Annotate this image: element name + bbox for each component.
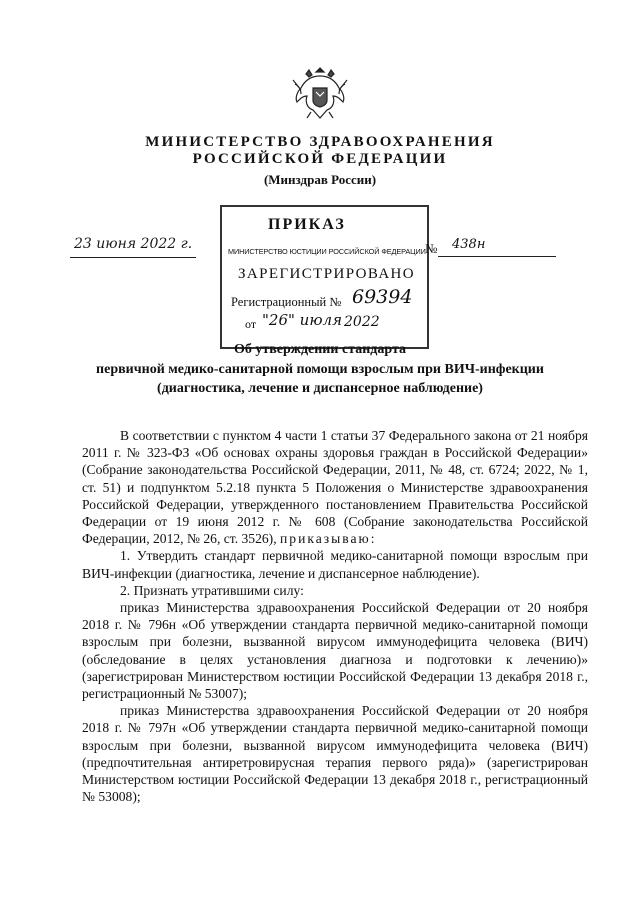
order-date: 23 июня 2022 г.	[74, 236, 193, 252]
paragraph-item-2: 2. Признать утратившими силу:	[120, 582, 304, 598]
date-underline	[70, 257, 196, 258]
stamp-registration-label: Регистрационный №	[231, 295, 342, 309]
stamp-year: 2022	[344, 314, 380, 330]
document-body	[82, 427, 588, 805]
coat-of-arms-icon	[291, 62, 349, 124]
stamp-from-label: от	[245, 317, 257, 331]
order-heading: ПРИКАЗ	[268, 216, 346, 233]
title-line3: (диагностика, лечение и диспансерное наблюдение)	[157, 381, 483, 396]
ministry-name-line2: РОССИЙСКОЙ ФЕДЕРАЦИИ	[192, 151, 448, 167]
number-underline	[438, 256, 556, 257]
paragraph-repealed-797n: приказ Министерства здравоохранения Российской Федерации от 20 ноября 2018 г. № 797н «Об утверждении стандарта первичной медико-санитарной помощи взрослым при болезни, вызванной вирусом иммунодефицита человека (ВИЧ) (предпочтительная антиретровирусная терапия первого ряда)» (зарегистрирован Министерством юстиции Российской Федерации 13 декабря 2018 г., регистрационный № 53008);	[82, 703, 588, 805]
preamble-text: В соответствии с пунктом 4 части 1 статьи 37 Федерального закона от 21 ноября 2011 г. № 323-ФЗ «Об основах охраны здоровья граждан в Российской Федерации» (Собрание законодательства Российской Федерации, 2011, № 48, ст. 6724; 2022, № 1, ст. 51) и подпунктом 5.2.18 пункта 5 Положения о Министерстве здравоохранения Российской Федерации, утвержденного постановлением Правительства Российской Федерации от 19 июня 2012 г. № 608 (Собрание законодательства Российской Федерации, 2012, № 26, ст. 3526),	[82, 428, 588, 547]
order-number: 438н	[452, 237, 486, 252]
paragraph-item-1: 1. Утвердить стандарт первичной медико-санитарной помощи взрослым при ВИЧ-инфекции (диагностика, лечение и диспансерное наблюдение).	[82, 548, 588, 581]
stamp-registration-number: 69394	[352, 286, 413, 308]
order-directive: приказываю:	[280, 531, 377, 547]
ministry-name-line1: МИНИСТЕРСТВО ЗДРАВООХРАНЕНИЯ	[145, 134, 495, 150]
stamp-registered-label: ЗАРЕГИСТРИРОВАНО	[238, 266, 416, 282]
stamp-date: "26" июля	[262, 311, 343, 329]
document-title	[20, 340, 620, 399]
paragraph-preamble	[82, 427, 588, 547]
ministry-name	[0, 134, 640, 168]
ministry-short-name: (Минздрав России)	[263, 172, 377, 187]
order-number-sign: №	[425, 241, 438, 256]
title-line2: первичной медико-санитарной помощи взрослым при ВИЧ-инфекции	[96, 361, 544, 377]
title-line1: Об утверждении стандарта	[233, 342, 407, 357]
stamp-ministry-name: МИНИСТЕРСТВО ЮСТИЦИИ РОССИЙСКОЙ ФЕДЕРАЦИИ	[228, 247, 426, 256]
paragraph-repealed-796n: приказ Министерства здравоохранения Российской Федерации от 20 ноября 2018 г. № 796н «Об утверждении стандарта первичной медико-санитарной помощи взрослым при болезни, вызванной вирусом иммунодефицита человека (ВИЧ) (обследование в целях установления диагноза и подготовки к лечению)» (зарегистрирован Министерством юстиции Российской Федерации 13 декабря 2018 г., регистрационный № 53007);	[82, 600, 588, 702]
